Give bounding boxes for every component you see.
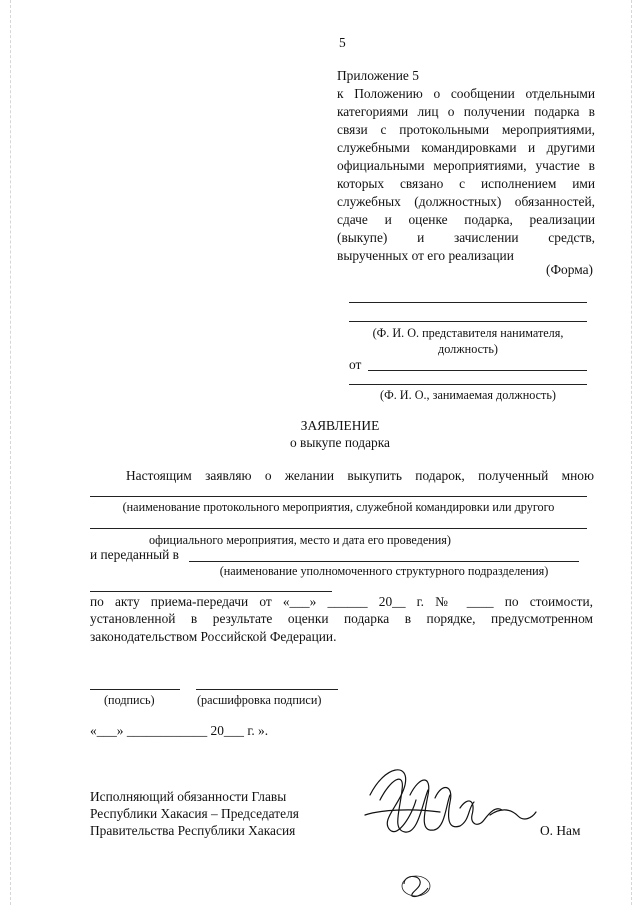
date-line: «___» ____________ 20___ г. ».	[90, 723, 269, 738]
appendix-line: служебными командировками и другими	[337, 140, 595, 155]
appendix-line: сдаче и оценке подарка, реализации	[337, 212, 595, 227]
from-line	[368, 370, 587, 371]
valuation-line: установленной в результате оценки подарка в порядке, предусмотренном	[90, 611, 593, 626]
event-hint-2: официального мероприятия, место и дата его проведения)	[149, 533, 451, 547]
appendix-block	[337, 67, 595, 265]
signature-line	[90, 689, 180, 690]
unit-hint: (наименование уполномоченного структурного подразделения)	[219, 564, 549, 578]
decode-line	[196, 689, 338, 690]
signer-name: О. Нам	[540, 823, 581, 838]
statement-title: ЗАЯВЛЕНИЕ	[300, 418, 380, 433]
decode-hint: (расшифровка подписи)	[197, 693, 322, 707]
handwritten-signature	[350, 760, 540, 845]
addressee-hint-2: должность)	[438, 342, 498, 356]
appendix-line: связи с протокольными мероприятиями,	[337, 122, 595, 137]
appendix-last-line: вырученных от его реализации	[337, 248, 514, 263]
from-line-2	[349, 384, 587, 385]
intro-line: Настоящим заявляю о желании выкупить подарок, полученный мною	[126, 468, 594, 483]
from-label: от	[349, 357, 362, 372]
page-number: 5	[339, 35, 346, 50]
official-title-2: Республики Хакасия – Председателя	[90, 806, 299, 821]
appendix-line: категориями лиц о получении подарка в	[337, 104, 595, 119]
event-hint-1: (наименование протокольного мероприятия, служебной командировки или другого	[122, 500, 555, 514]
form-label: (Форма)	[545, 262, 593, 277]
left-scan-edge	[10, 0, 11, 905]
statement-subtitle: о выкупе подарка	[289, 435, 390, 450]
act-line: по акту приема-передачи от «___» ______ 20__ г. № ____ по стоимости,	[90, 594, 593, 609]
unit-line-2	[90, 591, 332, 592]
event-line-1	[90, 496, 587, 497]
event-line-2	[90, 528, 587, 529]
addressee-hint-1: (Ф. И. О. представителя нанимателя,	[372, 326, 564, 340]
from-hint: (Ф. И. О., занимаемая должность)	[380, 388, 556, 402]
appendix-line: служебных (должностных) обязанностей,	[337, 194, 595, 209]
sign-hint: (подпись)	[104, 693, 155, 707]
transferred-label: и переданный в	[90, 547, 180, 562]
scribble-mark	[398, 872, 434, 898]
right-scan-edge	[631, 0, 632, 905]
appendix-line: официальными мероприятиями, участие в	[337, 158, 595, 173]
appendix-title: Приложение 5	[337, 68, 419, 83]
appendix-line: к Положению о сообщении отдельными	[337, 86, 595, 101]
official-title-3: Правительства Республики Хакасия	[90, 823, 296, 838]
legislation-line: законодательством Российской Федерации.	[90, 629, 337, 644]
addressee-line-1	[349, 302, 587, 303]
addressee-line-2	[349, 321, 587, 322]
official-title-1: Исполняющий обязанности Главы	[90, 789, 287, 804]
appendix-line: (выкупе) и зачислении средств,	[337, 230, 595, 245]
appendix-line: которых связано с исполнением ими	[337, 176, 595, 191]
